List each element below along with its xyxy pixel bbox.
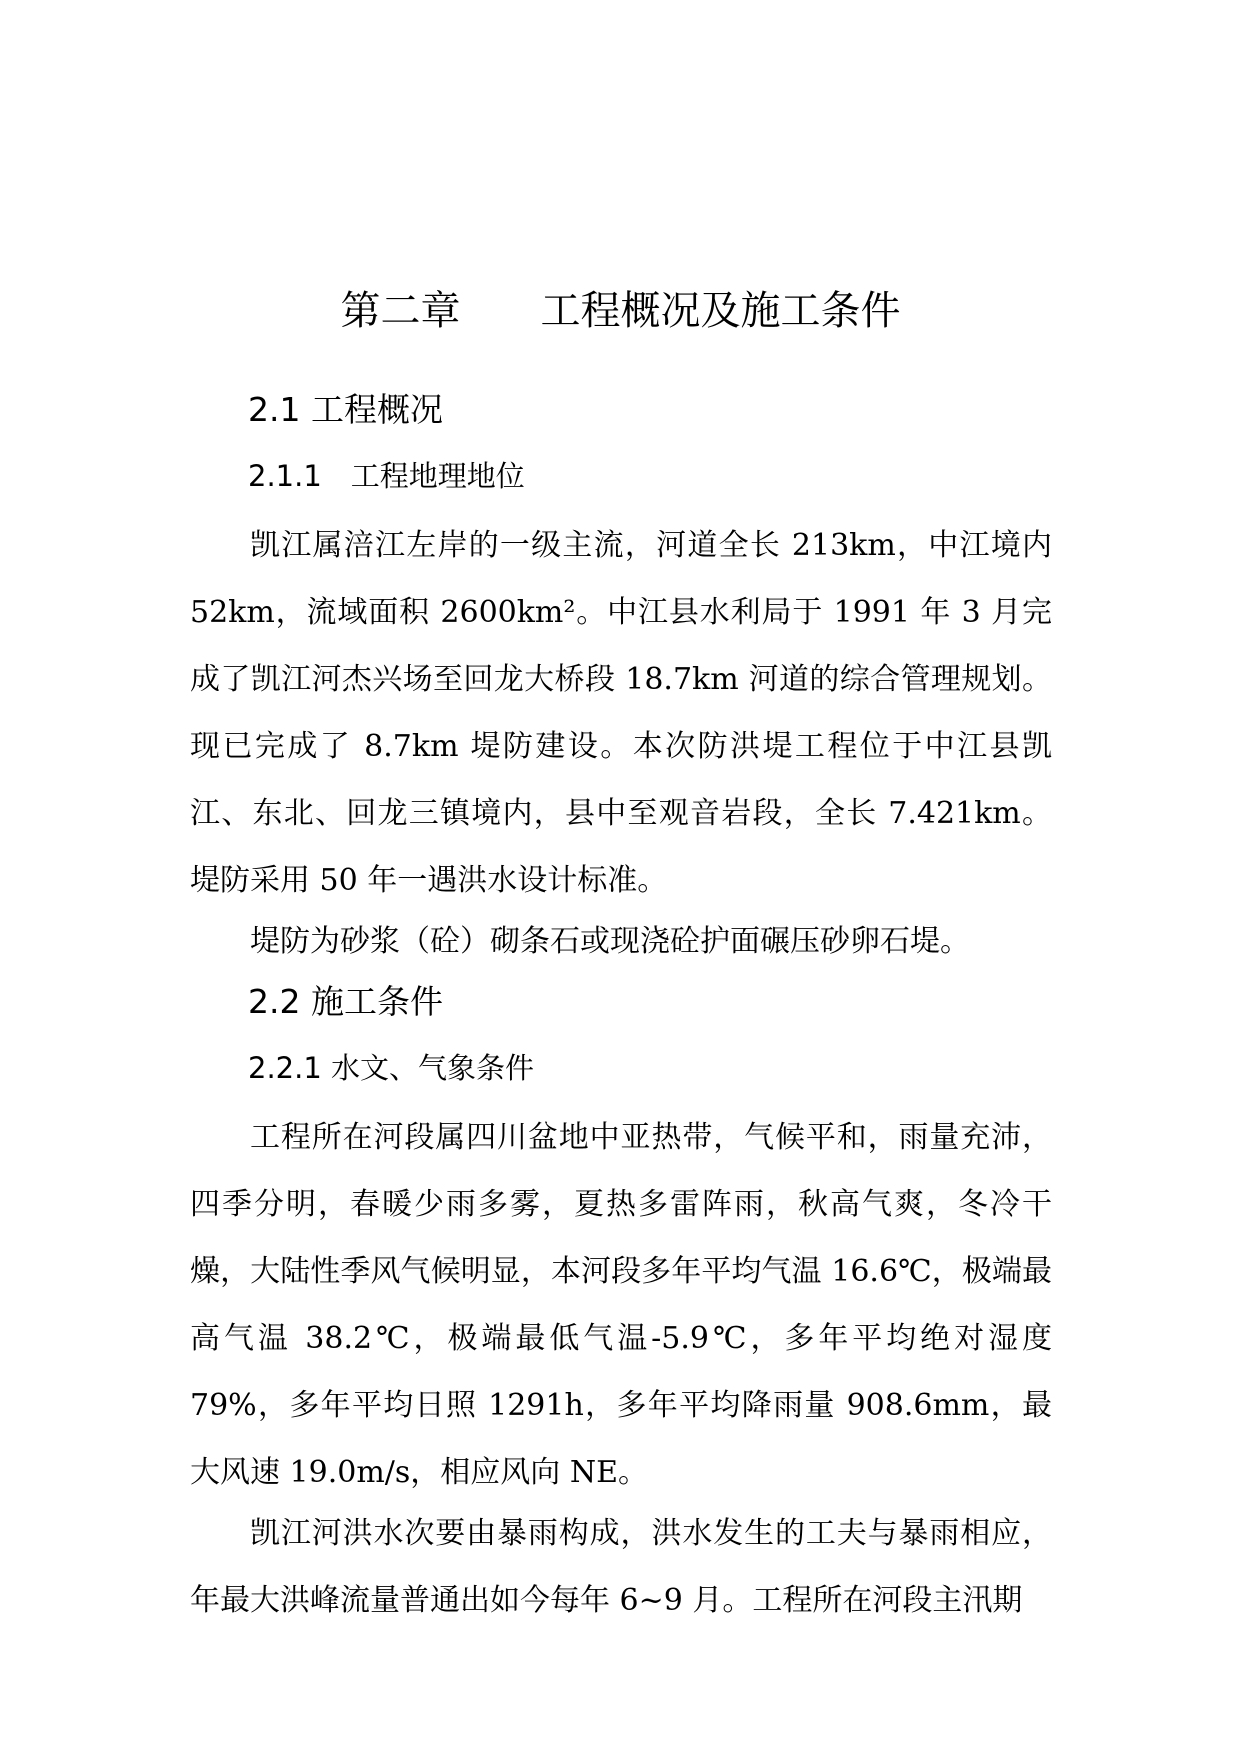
section-heading-2-1-1: 2.1.1 工程地理地位: [248, 459, 525, 493]
section-heading-2-2: 2.2 施工条件: [248, 982, 443, 1021]
paragraph-embankment: 堤防为砂浆（砼）砌条石或现浇砼护面碾压砂卵石堤。: [250, 924, 970, 959]
paragraph-location: 凯江属涪江左岸的一级主流，河道全长 213km，中江境内 52km，流域面积 2600km²。中江县水利局于 1991 年 3 月完成了凯江河杰兴场至回龙大桥段 18.7km 河道的综合管理规划。现已完成了 8.7km 堤防建设。本次防洪堤工程位于中江县凯江、东北、回龙三镇境内，县中至观音岩段，全长 7.421km。堤防采用 50 年一遇洪水设计标准。: [190, 528, 1052, 898]
chapter-name: 工程概况及施工条件: [540, 288, 901, 334]
chapter-number: 第二章: [340, 288, 461, 334]
section-heading-2-1: 2.1 工程概况: [248, 390, 443, 429]
section-heading-2-2-1: 2.2.1 水文、气象条件: [248, 1051, 535, 1085]
paragraph-climate: 工程所在河段属四川盆地中亚热带，气候平和，雨量充沛，四季分明，春暖少雨多雾，夏热多雷阵雨，秋高气爽，冬冷干燥，大陆性季风气候明显，本河段多年平均气温 16.6℃，极端最高气温 38.2℃，极端最低气温-5.9℃，多年平均绝对湿度 79%，多年平均日照 1291h，多年平均降雨量 908.6mm，最大风速 19.0m/s，相应风向 NE。: [190, 1120, 1052, 1490]
paragraph-flood: 凯江河洪水次要由暴雨构成，洪水发生的工夫与暴雨相应，年最大洪峰流量普通出如今每年 6~9 月。工程所在河段主汛期: [190, 1516, 1052, 1618]
chapter-title: [0, 285, 1241, 337]
